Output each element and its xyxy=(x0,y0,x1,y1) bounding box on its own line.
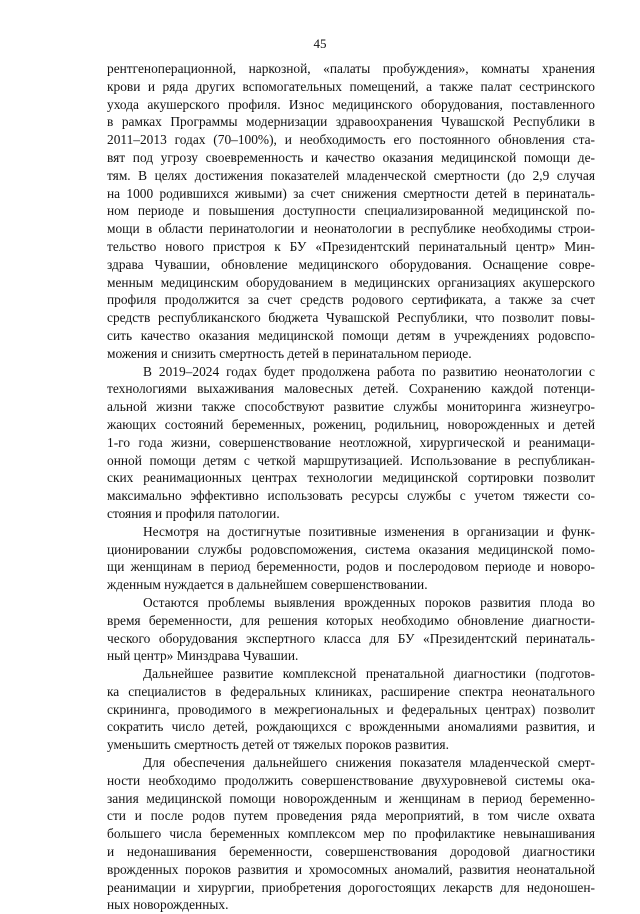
text-line: технологиями выхаживания маловесных детей. Сохранению каждой потенци- xyxy=(107,381,595,397)
text-line: средств республиканского бюджета Чувашской Республики, что позволит повы- xyxy=(107,310,595,326)
text-line: менным медицинским оборудованием в медицинских организациях акушерского xyxy=(107,274,595,290)
text-line: в рамках Программы модернизации здравоохранения Чувашской Республики в xyxy=(107,114,595,130)
text-line: Остаются проблемы выявления врожденных пороков развития плода во xyxy=(143,594,595,610)
text-line: онной помощи детям с четкой маршрутизацией. Использование в республикан- xyxy=(107,452,595,468)
text-line: жающих состояний беременных, рожениц, родильниц, новорожденных и детей xyxy=(107,416,595,432)
paragraph xyxy=(107,754,595,914)
text-line: большего числа беременных комплексом мер по профилактике невынашивания xyxy=(107,826,595,842)
paragraph xyxy=(107,363,595,523)
text-line: можения и снизить смертность детей в перинатальном периоде. xyxy=(107,345,472,361)
text-line: профиля продолжится за счет средств родового сертификата, а также за счет xyxy=(107,292,595,308)
text-line: ный центр» Минздрава Чувашии. xyxy=(107,648,299,664)
text-line: вят под угрозу своевременность и качество оказания медицинской помощи де- xyxy=(107,149,595,165)
text-line: и недонашивания беременности, совершенствования дородовой диагностики xyxy=(107,844,595,860)
text-line: скрининга, проводимого в межрегиональных и федеральных центрах) позволит xyxy=(107,701,595,717)
text-line: реанимации и хирургии, приобретения дорогостоящих лекарств для недоношен- xyxy=(107,879,595,895)
page-number: 45 xyxy=(313,36,327,51)
paragraph xyxy=(107,594,595,665)
text-line: мощи в области перинатологии и неонатологии в республике необходимы строи- xyxy=(107,221,595,237)
text-line: Несмотря на достигнутые позитивные изменения в организации и функ- xyxy=(143,523,595,539)
text-line: ных новорожденных. xyxy=(107,897,229,913)
text-line: тям. В целях достижения показателей младенческой смертности (до 2,9 случая xyxy=(107,167,595,183)
text-line: стояния и профиля патологии. xyxy=(107,505,280,521)
paragraph xyxy=(107,665,595,754)
text-line: уменьшить смертность детей от тяжелых пороков развития. xyxy=(107,737,449,753)
text-line: ческого оборудования экспертного класса для БУ «Президентский перинаталь- xyxy=(107,630,595,646)
text-line: 2011–2013 годах (70–100%), и необходимость его постоянного обновления ста- xyxy=(107,132,595,148)
text-line: ционировании службы родовспоможения, система оказания медицинской помо- xyxy=(107,541,595,557)
text-line: ка специалистов в федеральных клиниках, расширение спектра неонатального xyxy=(107,683,595,699)
text-line: ности необходимо продолжить совершенствование двухуровневой системы ока- xyxy=(107,772,595,788)
text-line: Дальнейшее развитие комплексной пренатальной диагностики (подготов- xyxy=(143,666,595,682)
text-line: щи женщинам в период беременности, родов и послеродовом периоде и новоро- xyxy=(107,559,595,575)
text-line: ном периоде и повышения доступности специализированной медицинской по- xyxy=(107,203,595,219)
text-line: сти и после родов путем проведения ряда мероприятий, в том числе охвата xyxy=(107,808,595,824)
text-line: ухода акушерского профиля. Износ медицинского оборудования, поставленного xyxy=(107,96,595,112)
text-line: жденным нуждается в дальнейшем совершенствовании. xyxy=(107,577,428,593)
text-line: максимально эффективно использовать ресурсы службы с учетом тяжести со- xyxy=(107,488,595,504)
text-line: врожденных пороков развития и хромосомных аномалий, развития неонатальной xyxy=(107,861,595,877)
text-line: на 1000 родившихся живыми) за счет снижения смертности детей в перинаталь- xyxy=(107,185,595,201)
text-line: сить качество оказания медицинской помощи детям в учреждениях родовспо- xyxy=(107,327,595,343)
text-line: время беременности, для решения которых необходимо обновление диагности- xyxy=(107,612,595,628)
text-line: рентгеноперационной, наркозной, «палаты пробуждения», комнаты хранения xyxy=(107,61,595,76)
text-line: сократить число детей, рождающихся с врожденными аномалиями развития, и xyxy=(107,719,595,735)
paragraph xyxy=(107,60,595,363)
text-line: тельство нового пристроя к БУ «Президентский перинатальный центр» Мин- xyxy=(107,238,595,254)
text-line: В 2019–2024 годах будет продолжена работа по развитию неонатологии с xyxy=(143,363,595,379)
paragraph xyxy=(107,523,595,594)
text-line: 1-го года жизни, совершенствование неотложной, хирургической и реанимаци- xyxy=(107,434,595,450)
text-line: крови и ряда других вспомогательных помещений, а также палат сестринского xyxy=(107,78,595,94)
text-line: альной жизни также способствуют развитие службы мониторинга жизнеугро- xyxy=(107,399,595,415)
text-line: здрава Чувашии, обновление медицинского оборудования. Оснащение совре- xyxy=(107,256,595,272)
text-line: зания медицинской помощи новорожденным и женщинам в период беременно- xyxy=(107,790,595,806)
text-line: ских реанимационных центрах технологии медицинской сортировки позволит xyxy=(107,470,595,486)
body-text xyxy=(107,60,595,914)
text-line: Для обеспечения дальнейшего снижения показателя младенческой смерт- xyxy=(143,755,595,771)
